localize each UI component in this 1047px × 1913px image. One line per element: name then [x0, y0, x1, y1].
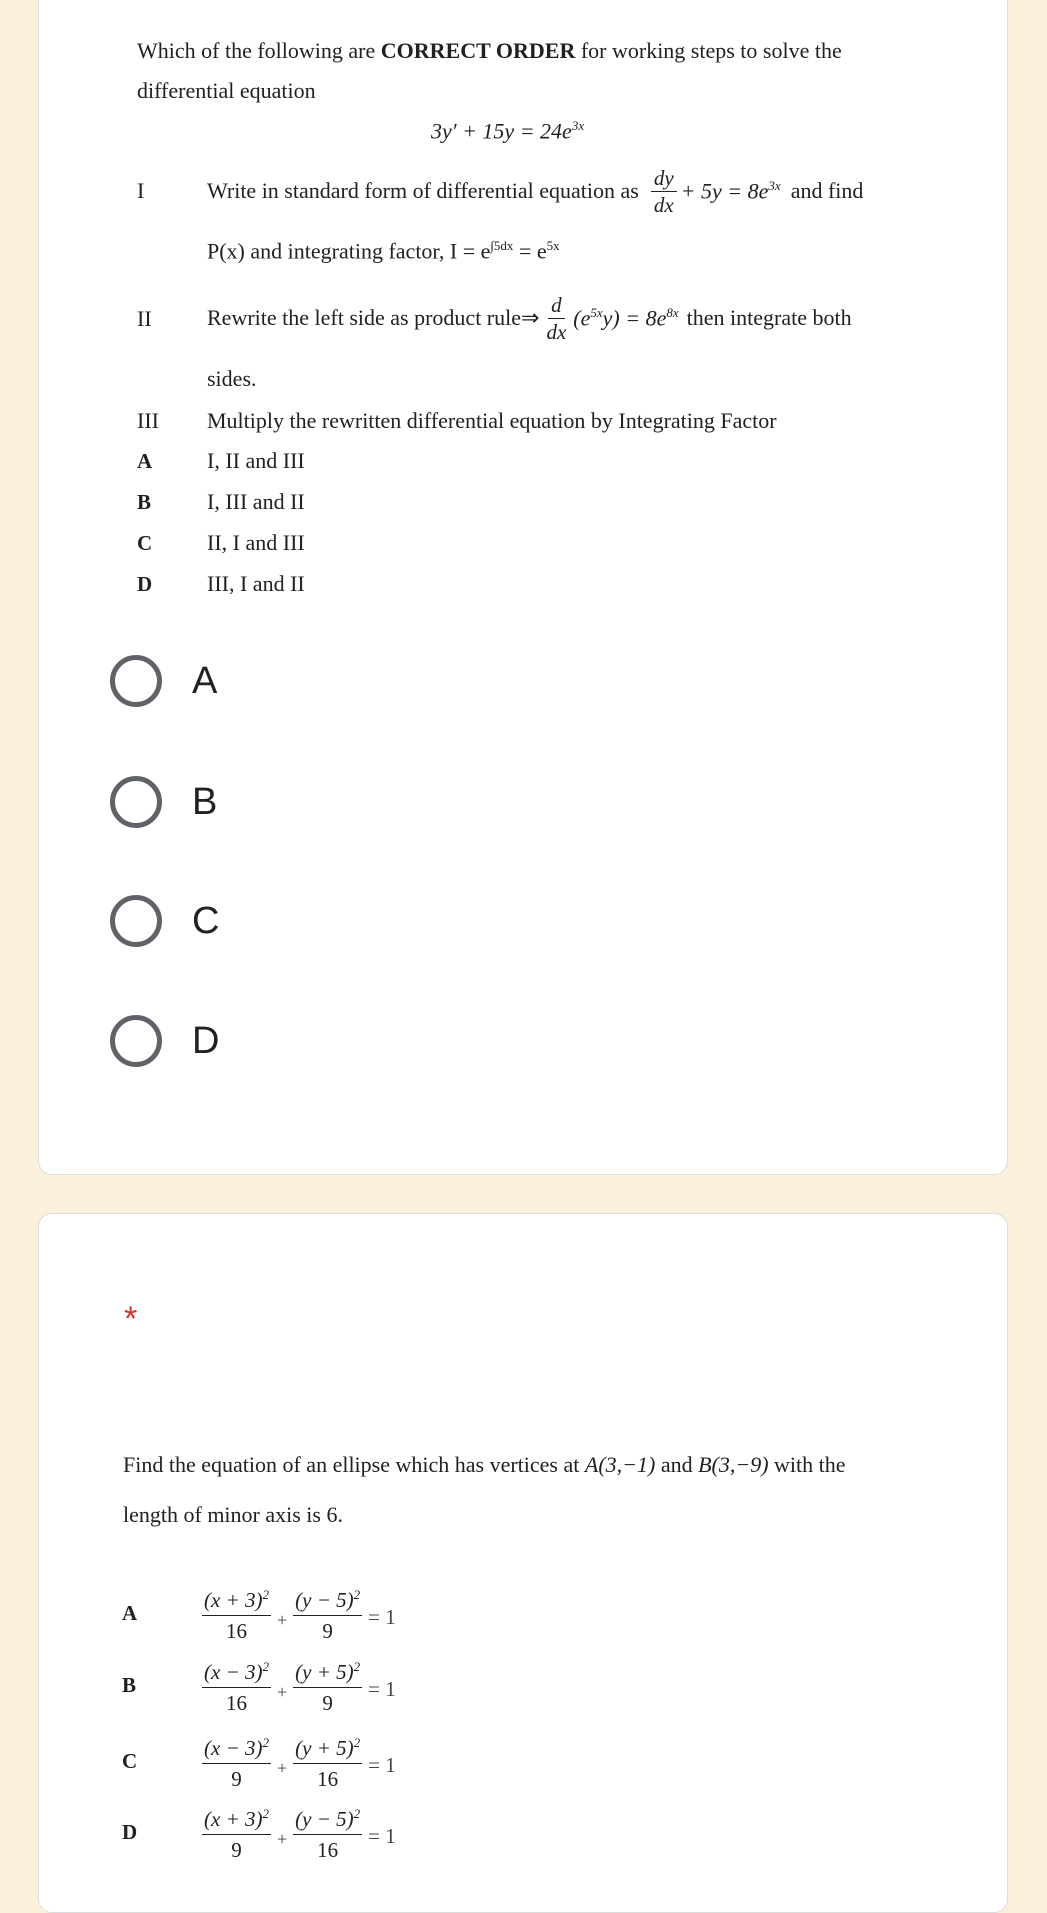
radio-button[interactable]: [110, 1015, 162, 1067]
step-2-mid-exp: 5x: [590, 304, 603, 320]
intro-text-bold: CORRECT ORDER: [380, 38, 576, 63]
step-2-text-a: Rewrite the left side as product rule⇒: [207, 305, 540, 330]
y-term-numerator: (y + 5): [295, 1736, 354, 1760]
exponent: 2: [262, 1587, 269, 1602]
d-dx-fraction: [543, 292, 569, 345]
intro-text-b: for working steps to solve the: [575, 38, 842, 63]
x-term-fraction: [202, 1728, 271, 1794]
differential-equation: [431, 118, 584, 144]
radio-button[interactable]: [110, 655, 162, 707]
q2-text-b: with the: [768, 1452, 846, 1477]
question-1-intro-line-1: [137, 36, 842, 66]
integral-exponent: ∫5dx: [490, 238, 514, 253]
question-2-line-1: [123, 1450, 846, 1480]
ellipse-option-d: [122, 1799, 396, 1865]
y-term-numerator: (y − 5): [295, 1588, 354, 1612]
y-term-fraction: [293, 1799, 362, 1865]
step-2-line-1: [207, 286, 852, 350]
q2-text-and: and: [655, 1452, 699, 1477]
y-term-denominator: 16: [317, 1838, 339, 1862]
vertex-b: B(3,−9): [698, 1452, 769, 1477]
choice-text-c: II, I and III: [207, 530, 305, 555]
equals-one: = 1: [368, 1676, 396, 1701]
dy-dx-fraction: [651, 165, 677, 218]
step-1-text-b: and find: [790, 178, 864, 203]
choice-text-b: I, III and II: [207, 489, 305, 514]
y-term-denominator: 9: [322, 1691, 333, 1715]
fraction-denominator: dx: [546, 319, 567, 344]
plus-sign: +: [276, 1681, 288, 1702]
radio-label: B: [192, 780, 218, 823]
radio-label: A: [192, 659, 218, 702]
choice-letter-a: A: [137, 449, 153, 473]
choice-text-d: III, I and II: [207, 571, 305, 596]
question-card-1: [38, 0, 1008, 1175]
y-term-numerator: (y + 5): [295, 1660, 354, 1684]
fraction-numerator: d: [548, 292, 565, 319]
radio-option-a[interactable]: [110, 646, 217, 716]
step-1-mid-text: + 5y = 8e: [680, 178, 769, 204]
step-1-line-2-a: P(x) and integrating factor, I = e: [207, 238, 491, 264]
y-term-fraction: [293, 1652, 362, 1718]
y-term-denominator: 16: [317, 1767, 339, 1791]
x-term-denominator: 9: [231, 1767, 242, 1791]
x-term-denominator: 9: [231, 1838, 242, 1862]
step-1-line-2: [207, 238, 560, 264]
step-1-line-1: [207, 159, 863, 223]
option-letter: A: [122, 1600, 138, 1625]
choice-letter-c: C: [137, 531, 153, 555]
x-term-denominator: 16: [225, 1691, 247, 1715]
plus-sign: +: [276, 1828, 288, 1849]
exponent: 2: [262, 1806, 269, 1821]
x-term-numerator: (x + 3): [204, 1807, 263, 1831]
result-exponent: 5x: [546, 238, 560, 253]
intro-text-a: Which of the following are: [137, 38, 381, 63]
choice-text-a: I, II and III: [207, 448, 305, 473]
plus-sign: +: [276, 1609, 288, 1630]
radio-button[interactable]: [110, 895, 162, 947]
exponent: 2: [353, 1806, 361, 1821]
y-term-fraction: [293, 1728, 362, 1794]
radio-label: D: [192, 1019, 220, 1062]
equals-one: = 1: [368, 1752, 396, 1777]
step-1-numeral: I: [137, 178, 145, 203]
step-2-numeral: II: [137, 306, 152, 331]
y-term-denominator: 9: [322, 1619, 333, 1643]
question-2-line-2: length of minor axis is 6.: [123, 1502, 343, 1527]
exponent: 2: [353, 1587, 361, 1602]
x-term-numerator: (x + 3): [204, 1588, 263, 1612]
step-1-math-mid: [681, 178, 781, 204]
step-1-mid-exp: 3x: [768, 177, 781, 193]
step-2-text-b: then integrate both: [686, 305, 852, 330]
radio-label: C: [192, 899, 220, 942]
equation-exponent: 3x: [571, 118, 585, 133]
x-term-denominator: 16: [225, 1619, 247, 1643]
option-letter: D: [122, 1819, 138, 1844]
choice-letter-b: B: [137, 490, 152, 514]
exponent: 2: [262, 1659, 269, 1674]
exponent: 2: [353, 1659, 361, 1674]
question-1-intro-line-2: differential equation: [137, 78, 316, 103]
ellipse-option-a: [122, 1580, 396, 1646]
radio-button[interactable]: [110, 776, 162, 828]
option-letter: C: [122, 1748, 138, 1773]
equals-one: = 1: [368, 1604, 396, 1629]
required-asterisk: *: [124, 1300, 138, 1338]
step-2-exp: 8x: [666, 304, 679, 320]
x-term-fraction: [202, 1652, 271, 1718]
option-letter: B: [122, 1672, 137, 1697]
step-1-line-2-b: = e: [513, 238, 547, 264]
step-2-mid-b: y) = 8e: [602, 305, 667, 331]
vertex-a: A(3,−1): [584, 1452, 656, 1477]
step-2-math-mid: [573, 305, 678, 331]
y-term-numerator: (y − 5): [295, 1807, 354, 1831]
plus-sign: +: [276, 1757, 288, 1778]
radio-option-c[interactable]: [110, 886, 219, 956]
equation-text: 3y′ + 15y = 24e: [431, 118, 572, 144]
fraction-denominator: dx: [653, 192, 674, 217]
choice-letter-d: D: [137, 572, 153, 596]
radio-option-b[interactable]: [110, 767, 217, 837]
ellipse-option-b: [122, 1652, 396, 1718]
step-1-text-a: Write in standard form of differential equation as: [207, 178, 639, 203]
step-3-numeral: III: [137, 408, 159, 433]
x-term-fraction: [202, 1799, 271, 1865]
radio-option-d[interactable]: [110, 1006, 219, 1076]
equals-one: = 1: [368, 1823, 396, 1848]
q2-text-a: Find the equation of an ellipse which has vertices at: [123, 1452, 585, 1477]
ellipse-option-c: [122, 1728, 396, 1794]
step-2-line-2: sides.: [207, 366, 257, 391]
step-2-mid-a: (e: [573, 305, 591, 331]
step-3-line-1: Multiply the rewritten differential equation by Integrating Factor: [207, 408, 777, 433]
x-term-numerator: (x − 3): [204, 1660, 263, 1684]
x-term-fraction: [202, 1580, 271, 1646]
y-term-fraction: [293, 1580, 362, 1646]
exponent: 2: [353, 1735, 361, 1750]
exponent: 2: [262, 1735, 269, 1750]
x-term-numerator: (x − 3): [204, 1736, 263, 1760]
fraction-numerator: dy: [651, 165, 677, 192]
